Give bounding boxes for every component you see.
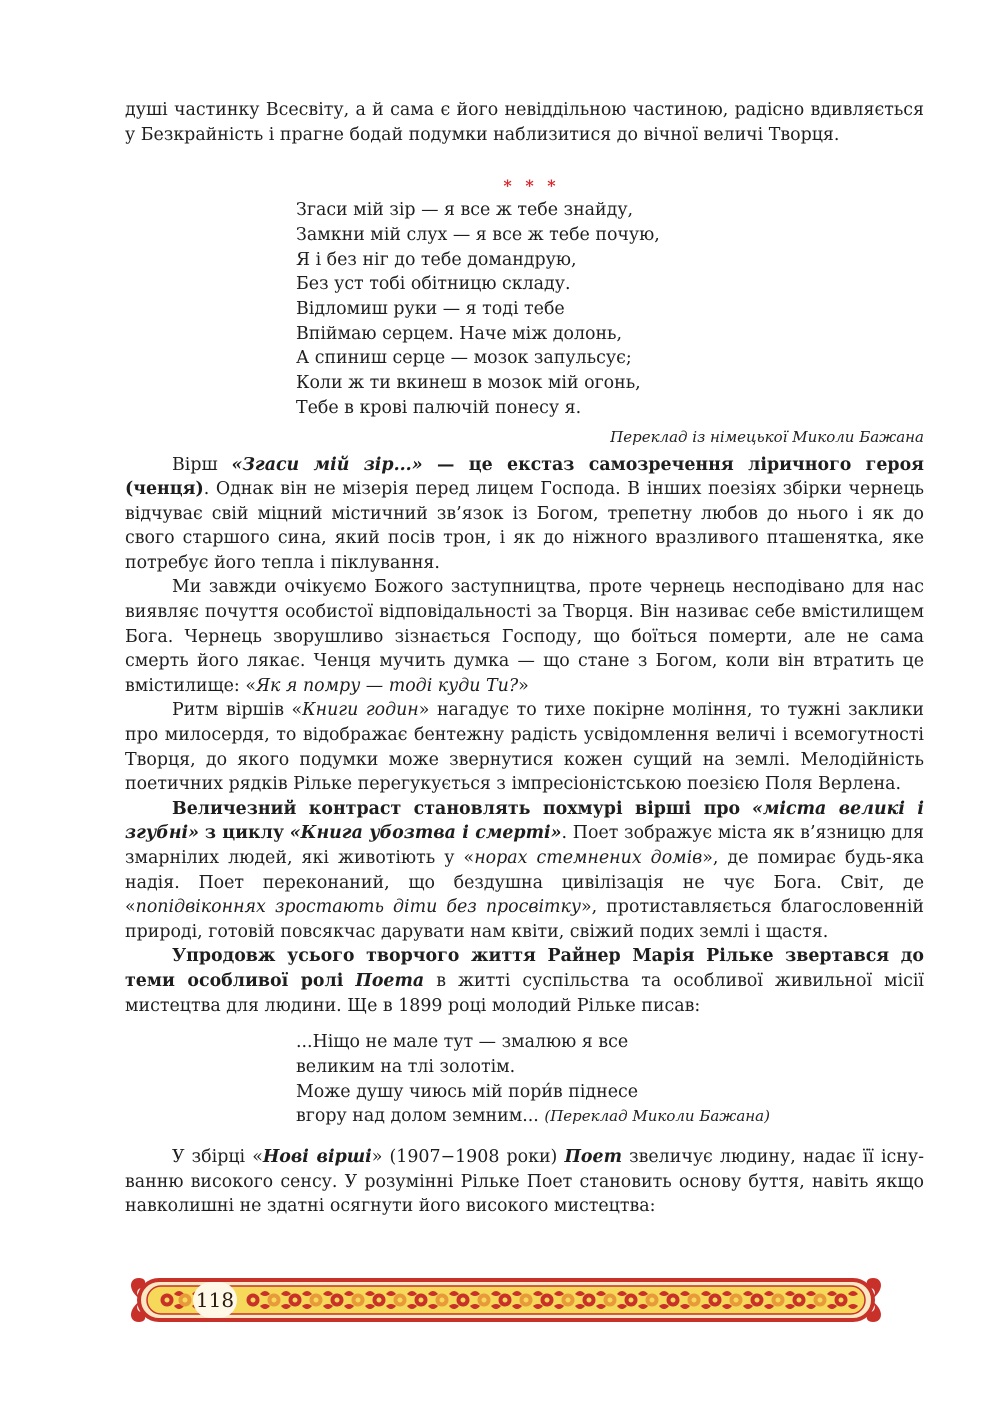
ornament-center-icon (314, 1298, 319, 1303)
quote: попідвіконнях зростають діти без просвітку (135, 897, 582, 918)
poem-line: великим на тлі золотім. (296, 1056, 516, 1077)
bold-text: — це екстаз самозречення ліричного героя (ченця) (125, 454, 925, 500)
footer-ornament (125, 1272, 887, 1328)
text-run: в житті суспільства та особливої живильної місії мистецтва для людини. Ще в 1899 році молодий Рільке писав: (125, 970, 924, 1016)
poem-1 (296, 198, 924, 420)
text-run: », де помирає будь-яка надія. Поет переконаний, що бездушна цивілізація не чує Бога. Світ, де « (125, 848, 924, 918)
poem-line: Згаси мій зір — я все ж тебе знайду, (296, 200, 634, 221)
ornament-center-icon (356, 1298, 361, 1303)
quote: Як я помру — тоді куди Ти? (255, 675, 519, 696)
book-title-ref: Нові вірші (262, 1146, 372, 1167)
ornament-center-icon (587, 1298, 592, 1303)
paragraph-contrast (125, 797, 924, 945)
paragraph-responsibility (125, 575, 924, 698)
ornament-center-icon (165, 1298, 170, 1303)
text-run: звеличує людину, надає її існуванню високого сенсу. У розумінні Рільке Поет становить основу буття, навіть якщо навколишні не здатні осягнути його високого мистецтва: (125, 1146, 925, 1217)
ornament-center-icon (183, 1298, 188, 1303)
quote: норах стемнених домів (474, 848, 703, 869)
ornament-center-icon (251, 1298, 256, 1303)
page-content (125, 98, 924, 1219)
ornament-center-icon (524, 1298, 529, 1303)
text-run: », протиставляється благословенній природі, готовій повсякчас дарувати нам квіти, свіжий подих землі і щастя. (125, 897, 924, 942)
ornament-center-icon (755, 1298, 760, 1303)
text-run: » (1907−1908 роки) (371, 1146, 558, 1167)
text-run: . Поет зображує міста як в’язницю для змарнілих людей, які животіють у « (125, 823, 925, 869)
poem-line: Тебе в крові палючій понесу я. (296, 397, 582, 418)
ornament-center-icon (629, 1298, 634, 1303)
poem-line: Замкни мій слух — я все ж тебе почую, (296, 224, 660, 245)
ornament-center-icon (482, 1298, 487, 1303)
ornament-center-icon (398, 1298, 403, 1303)
ornament-center-icon (839, 1298, 844, 1303)
ornament-center-icon (335, 1298, 340, 1303)
ornament-center-icon (545, 1298, 550, 1303)
ornament-center-icon (293, 1298, 298, 1303)
poem-line: Може душу чиюсь мій пори́в піднесе (296, 1081, 639, 1102)
ornament-center-icon (692, 1298, 697, 1303)
poem-line-text: вгору над долом земним... (296, 1106, 539, 1127)
ornament-center-icon (419, 1298, 424, 1303)
ornament-border-icon (125, 1272, 887, 1328)
poem-line: Відломиш руки — я тоді тебе (296, 299, 565, 319)
quote: «міста великі і згубні» (125, 798, 925, 844)
ornament-center-icon (503, 1298, 508, 1303)
ornament-center-icon (440, 1298, 445, 1303)
intro-paragraph: душі частинку Всесвіту, а й сама є його невіддільною частиною, радісно вдивляється у Безкрайність і прагне бодай подумки наблизитися до вічної величі Творця. (125, 100, 924, 145)
poem-2-credit: (Переклад Миколи Бажана) (544, 1107, 770, 1126)
bold-text: з циклу (204, 823, 284, 844)
bold-text: Величезний контраст становлять похмурі вірші про (172, 798, 741, 819)
book-title-ref: Книги годин (302, 700, 419, 721)
paragraph-zgasy (125, 453, 924, 576)
poem-line: Я і без ніг до тебе домандрую, (296, 249, 577, 270)
text-run: У збірці « (172, 1146, 263, 1167)
poet-term: Поет (564, 1146, 622, 1167)
section-divider-stars: * * * (503, 176, 560, 196)
ornament-center-icon (797, 1298, 802, 1303)
ornament-center-icon (671, 1298, 676, 1303)
page-number: 118 (193, 1282, 237, 1318)
ornament-center-icon (734, 1298, 739, 1303)
poem-title-ref: «Згаси мій зір...» (231, 454, 423, 475)
poem-1-credit: Переклад із німецької Миколи Бажана (610, 427, 924, 446)
poem-line: А спиниш серце — мозок запульсує; (296, 348, 632, 369)
paragraph-poet-role (125, 944, 924, 1018)
poem-2 (296, 1030, 924, 1129)
text-run: » (518, 675, 529, 696)
poem-line: ...Ніщо не мале тут — змалюю я все (296, 1032, 629, 1053)
text-run: Ритм віршів « (172, 700, 303, 721)
text-run: » нагадує то тихе покірне моління, то тужні заклики про милосердя, то відображає бентежну радість усвідомлення величі і всемогутності Творця, до якого подумки може звернутися кожен сущий на землі. Мелодійність поетичних рядків Рільке перегукується з імпресіоністською поезією Поля Верлена. (125, 700, 924, 795)
quote: «Книга убозтва і смерті» (289, 823, 562, 844)
ornament-center-icon (650, 1298, 655, 1303)
poet-term: Поета (355, 970, 425, 991)
ornament-center-icon (776, 1298, 781, 1303)
text-run: Вірш (172, 454, 218, 475)
ornament-center-icon (713, 1298, 718, 1303)
paragraph-new-poems (125, 1145, 924, 1219)
text-run: . Однак він не мізерія перед лицем Господа. В інших поезіях збірки чернець відчуває свій міцний містичний зв’язок із Богом, трепетну любов до нього і як до свого старшого сина, який посів трон, і як до ніжного вразливого пташенятка, яке потребує його тепла і піклування. (125, 479, 924, 573)
bold-text: Упродовж усього творчого життя Райнер Марія Рільке звертався до теми особливої ролі (125, 946, 924, 991)
ornament-center-icon (818, 1298, 823, 1303)
poem-line (296, 1104, 924, 1129)
ornament-center-icon (608, 1298, 613, 1303)
ornament-center-icon (461, 1298, 466, 1303)
ornament-center-icon (272, 1298, 277, 1303)
ornament-center-icon (566, 1298, 571, 1303)
paragraph-rhythm (125, 698, 924, 796)
poem-line: Коли ж ти вкинеш в мозок мій огонь, (296, 373, 641, 394)
poem-line: Без уст тобі обітницю складу. (296, 274, 571, 295)
text-run: Ми завжди очікуємо Божого заступництва, проте чернець несподівано для нас виявляє почуття особистої відповідальності за Творця. Він називає себе вмістилищем Бога. Чернець зворушливо зізнається Господу, що боїться померти, але не сама смерть його лякає. Ченця мучить думка — що стане з Богом, коли він втратить це вмістилище: « (125, 577, 924, 696)
ornament-center-icon (377, 1298, 382, 1303)
poem-line: Впіймаю серцем. Наче між долонь, (296, 323, 623, 344)
